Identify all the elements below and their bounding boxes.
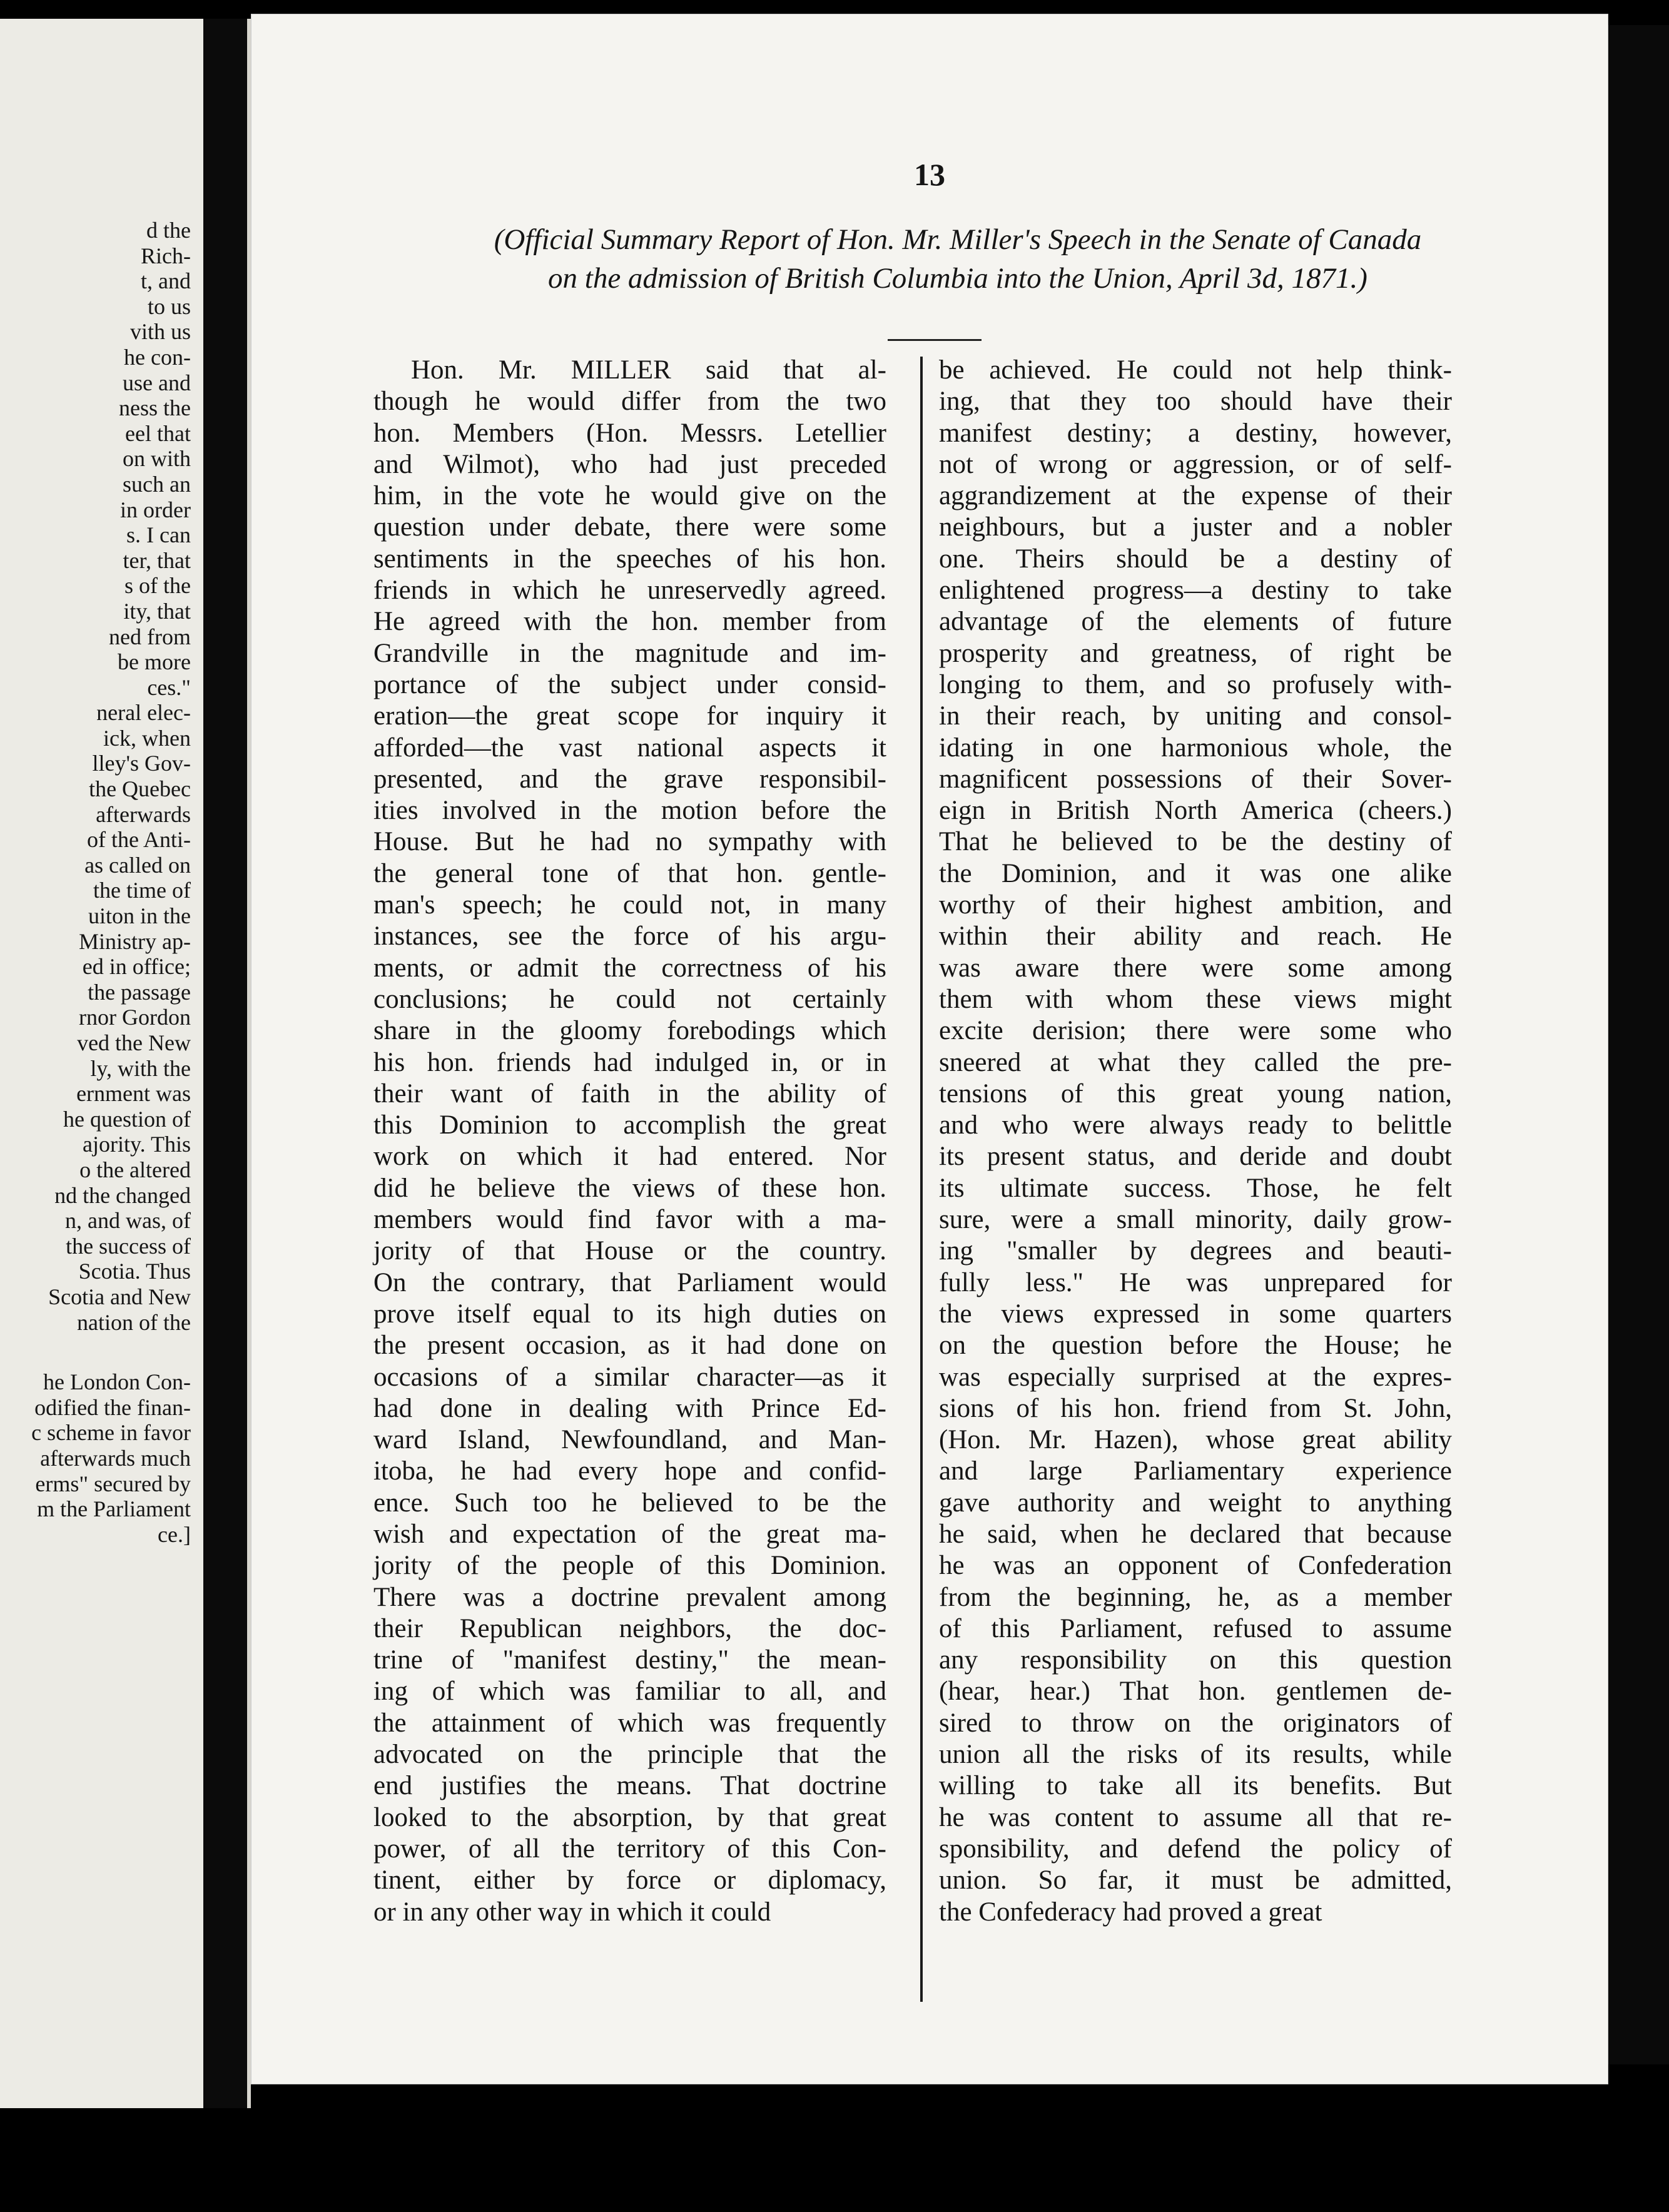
scan-border bbox=[1608, 25, 1669, 2064]
facing-text-line: to us bbox=[147, 293, 191, 319]
page-number: 13 bbox=[914, 157, 945, 192]
text-line: ments, or admit the correctness of his bbox=[373, 953, 886, 983]
text-line: instances, see the force of his argu- bbox=[373, 921, 886, 951]
text-line: in their reach, by uniting and consol- bbox=[939, 701, 1452, 731]
text-line: trine of "manifest destiny," the mean- bbox=[373, 1645, 886, 1675]
text-line: ities involved in the motion before the bbox=[373, 796, 886, 826]
facing-text-line: lley's Gov- bbox=[92, 751, 191, 776]
text-line: was aware there were some among bbox=[939, 953, 1452, 983]
facing-text-line: the Quebec bbox=[89, 776, 191, 802]
text-line: tinent, either by force or diplomacy, bbox=[373, 1865, 886, 1895]
report-heading bbox=[332, 220, 1583, 298]
text-line: work on which it had entered. Nor bbox=[373, 1142, 886, 1172]
facing-text-line: ved the New bbox=[77, 1030, 191, 1055]
text-line: them with whom these views might bbox=[939, 984, 1452, 1014]
text-line: within their ability and reach. He bbox=[939, 921, 1452, 951]
text-line: did he believe the views of these hon. bbox=[373, 1173, 886, 1203]
text-line: members would find favor with a ma- bbox=[373, 1205, 886, 1235]
text-line: and who were always ready to belittle bbox=[939, 1110, 1452, 1140]
text-line: looked to the absorption, by that great bbox=[373, 1802, 886, 1832]
facing-text-line: afterwards much bbox=[40, 1445, 191, 1471]
facing-text-line: vith us bbox=[129, 319, 191, 345]
facing-text-line: ces." bbox=[147, 674, 191, 700]
facing-text-line: t, and bbox=[141, 268, 191, 294]
facing-text-line: rnor Gordon bbox=[79, 1005, 191, 1030]
text-column-left bbox=[373, 355, 886, 1928]
text-line: jority of the people of this Dominion. bbox=[373, 1551, 886, 1581]
facing-text-line: o the altered bbox=[79, 1157, 191, 1182]
facing-text-line: n, and was, of bbox=[65, 1208, 191, 1234]
text-line: their want of faith in the ability of bbox=[373, 1078, 886, 1109]
text-line: hon. Members (Hon. Messrs. Letellier bbox=[373, 418, 886, 448]
text-line: neighbours, but a juster and a nobler bbox=[939, 512, 1452, 542]
text-line: sneered at what they called the pre- bbox=[939, 1047, 1452, 1077]
text-line: union. So far, it must be admitted, bbox=[939, 1865, 1452, 1895]
facing-text-line: the success of bbox=[66, 1233, 191, 1259]
text-line: sponsibility, and defend the policy of bbox=[939, 1834, 1452, 1864]
text-line: There was a doctrine prevalent among bbox=[373, 1582, 886, 1612]
facing-text-line: such an bbox=[123, 471, 191, 497]
text-line: be achieved. He could not help think- bbox=[939, 355, 1452, 385]
facing-text-line: Scotia and New bbox=[48, 1284, 191, 1309]
text-line: That he believed to be the destiny of bbox=[939, 827, 1452, 857]
text-line: end justifies the means. That doctrine bbox=[373, 1771, 886, 1801]
facing-text-line: odified the finan- bbox=[34, 1394, 191, 1420]
facing-text-line: m the Parliament bbox=[37, 1496, 191, 1522]
text-line: its ultimate success. Those, he felt bbox=[939, 1173, 1452, 1203]
facing-text-line: erms" secured by bbox=[35, 1471, 191, 1496]
text-line: from the beginning, he, as a member bbox=[939, 1582, 1452, 1612]
text-line: worthy of their highest ambition, and bbox=[939, 890, 1452, 920]
text-line: presented, and the grave responsibil- bbox=[373, 764, 886, 794]
text-line: He agreed with the hon. member from bbox=[373, 607, 886, 637]
text-line: man's speech; he could not, in many bbox=[373, 890, 886, 920]
facing-text-line: of the Anti- bbox=[87, 827, 191, 853]
text-line: (hear, hear.) That hon. gentlemen de- bbox=[939, 1677, 1452, 1707]
book-gutter bbox=[203, 19, 247, 2108]
text-line: eign in British North America (cheers.) bbox=[939, 796, 1452, 826]
facing-text-line: the passage bbox=[88, 979, 191, 1005]
text-line: occasions of a similar character—as it bbox=[373, 1362, 886, 1392]
facing-text-line: as called on bbox=[84, 852, 191, 878]
facing-text-line: he London Con- bbox=[43, 1369, 191, 1395]
facing-text-line: s. I can bbox=[126, 522, 191, 548]
text-line: Grandville in the magnitude and im- bbox=[373, 638, 886, 668]
text-line: House. But he had no sympathy with bbox=[373, 827, 886, 857]
text-line: its present status, and deride and doubt bbox=[939, 1142, 1452, 1172]
facing-page-text bbox=[3, 218, 191, 1547]
facing-page-fragment bbox=[0, 19, 216, 2108]
text-line: ing "smaller by degrees and beauti- bbox=[939, 1236, 1452, 1266]
text-line: his hon. friends had indulged in, or in bbox=[373, 1047, 886, 1077]
text-line: or in any other way in which it could bbox=[373, 1897, 771, 1927]
facing-text-line: use and bbox=[123, 370, 191, 395]
text-line: was especially surprised at the expres- bbox=[939, 1362, 1452, 1392]
text-line: not of wrong or aggression, or of self- bbox=[939, 449, 1452, 479]
text-line: share in the gloomy forebodings which bbox=[373, 1016, 886, 1046]
text-line: ence. Such too he believed to be the bbox=[373, 1488, 886, 1518]
facing-text-line: on with bbox=[122, 446, 191, 472]
text-line: he was an opponent of Confederation bbox=[939, 1551, 1452, 1581]
facing-text-line: Scotia. Thus bbox=[78, 1259, 191, 1284]
text-line: question under debate, there were some bbox=[373, 512, 886, 542]
text-line: Hon. Mr. MILLER said that al- bbox=[411, 355, 886, 385]
facing-text-line: Rich- bbox=[141, 243, 191, 268]
heading-rule bbox=[888, 339, 982, 341]
text-line: sentiments in the speeches of his hon. bbox=[373, 544, 886, 574]
text-line: itoba, he had every hope and confid- bbox=[373, 1456, 886, 1486]
facing-text-line: be more bbox=[118, 649, 191, 675]
text-line: conclusions; he could not certainly bbox=[373, 984, 886, 1014]
text-line: the views expressed in some quarters bbox=[939, 1299, 1452, 1329]
facing-text-line: he con- bbox=[124, 344, 191, 370]
column-divider bbox=[920, 357, 923, 2002]
text-line: the present occasion, as it had done on bbox=[373, 1331, 886, 1361]
facing-text-line: ce.] bbox=[158, 1521, 191, 1547]
text-line: jority of that House or the country. bbox=[373, 1236, 886, 1266]
facing-text-line: c scheme in favor bbox=[31, 1420, 191, 1446]
facing-text-line: nd the changed bbox=[54, 1182, 191, 1208]
facing-text-line: ned from bbox=[109, 624, 191, 649]
text-line: the Dominion, and it was one alike bbox=[939, 858, 1452, 888]
facing-text-line: nation of the bbox=[77, 1309, 191, 1335]
text-line: (Hon. Mr. Hazen), whose great ability bbox=[939, 1425, 1452, 1455]
text-line: ing of which was familiar to all, and bbox=[373, 1677, 886, 1707]
document-page bbox=[251, 14, 1608, 2084]
text-line: sired to throw on the originators of bbox=[939, 1708, 1452, 1738]
text-line: magnificent possessions of their Sover- bbox=[939, 764, 1452, 794]
text-line: one. Theirs should be a destiny of bbox=[939, 544, 1452, 574]
facing-text-line: Ministry ap- bbox=[79, 928, 191, 954]
text-line: idating in one harmonious whole, the bbox=[939, 733, 1452, 763]
text-line: ing, that they too should have their bbox=[939, 387, 1452, 417]
text-line: the general tone of that hon. gentle- bbox=[373, 858, 886, 888]
text-line: gave authority and weight to anything bbox=[939, 1488, 1452, 1518]
text-line: ward Island, Newfoundland, and Man- bbox=[373, 1425, 886, 1455]
heading-line-1: (Official Summary Report of Hon. Mr. Miller's Speech in the Senate of Canada bbox=[494, 223, 1422, 256]
text-line: and large Parliamentary experience bbox=[939, 1456, 1452, 1486]
text-line: eration—the great scope for inquiry it bbox=[373, 701, 886, 731]
text-line: portance of the subject under consid- bbox=[373, 669, 886, 699]
text-line: sions of his hon. friend from St. John, bbox=[939, 1393, 1452, 1423]
text-line: longing to them, and so profusely with- bbox=[939, 669, 1452, 699]
text-line: aggrandizement at the expense of their bbox=[939, 481, 1452, 511]
text-line: union all the risks of its results, while bbox=[939, 1740, 1452, 1770]
text-line: friends in which he unreservedly agreed. bbox=[373, 576, 886, 606]
heading-line-2: on the admission of British Columbia into the Union, April 3d, 1871.) bbox=[548, 262, 1367, 295]
text-line: willing to take all its benefits. But bbox=[939, 1771, 1452, 1801]
text-line: him, in the vote he would give on the bbox=[373, 481, 886, 511]
facing-text-line: ed in office; bbox=[82, 954, 191, 980]
text-line: had done in dealing with Prince Ed- bbox=[373, 1393, 886, 1423]
facing-text-line: in order bbox=[120, 497, 191, 522]
text-column-right bbox=[939, 355, 1452, 1928]
facing-text-line: ick, when bbox=[103, 725, 191, 751]
text-line: sure, were a small minority, daily grow- bbox=[939, 1205, 1452, 1235]
text-line: advantage of the elements of future bbox=[939, 607, 1452, 637]
facing-text-line: uiton in the bbox=[88, 903, 191, 929]
text-line: afforded—the vast national aspects it bbox=[373, 733, 886, 763]
text-line: this Dominion to accomplish the great bbox=[373, 1110, 886, 1140]
facing-text-line: neral elec- bbox=[96, 700, 191, 726]
paragraph-gap bbox=[3, 1335, 191, 1369]
facing-text-line: d the bbox=[146, 218, 191, 243]
text-line: he was content to assume all that re- bbox=[939, 1802, 1452, 1832]
facing-text-line: ajority. This bbox=[83, 1132, 191, 1157]
facing-text-line: ity, that bbox=[123, 598, 191, 624]
text-line: manifest destiny; a destiny, however, bbox=[939, 418, 1452, 448]
text-line: power, of all the territory of this Con- bbox=[373, 1834, 886, 1864]
text-line: their Republican neighbors, the doc- bbox=[373, 1613, 886, 1643]
facing-text-line: the time of bbox=[93, 878, 191, 903]
text-line: tensions of this great young nation, bbox=[939, 1078, 1452, 1109]
text-line: excite derision; there were some who bbox=[939, 1016, 1452, 1046]
facing-text-line: afterwards bbox=[96, 801, 191, 827]
text-line: any responsibility on this question bbox=[939, 1645, 1452, 1675]
text-line: of this Parliament, refused to assume bbox=[939, 1613, 1452, 1643]
text-line: on the question before the House; he bbox=[939, 1331, 1452, 1361]
facing-text-line: eel that bbox=[125, 420, 191, 446]
facing-text-line: ness the bbox=[119, 395, 191, 421]
text-line: prove itself equal to its high duties on bbox=[373, 1299, 886, 1329]
text-line: he said, when he declared that because bbox=[939, 1519, 1452, 1549]
text-line: On the contrary, that Parliament would bbox=[373, 1267, 886, 1297]
text-line: wish and expectation of the great ma- bbox=[373, 1519, 886, 1549]
text-line: prosperity and greatness, of right be bbox=[939, 638, 1452, 668]
text-line: advocated on the principle that the bbox=[373, 1740, 886, 1770]
text-line: fully less." He was unprepared for bbox=[939, 1267, 1452, 1297]
facing-text-line: he question of bbox=[63, 1106, 191, 1132]
facing-text-line: ernment was bbox=[76, 1081, 191, 1107]
facing-text-line: ter, that bbox=[123, 547, 191, 573]
text-line: the attainment of which was frequently bbox=[373, 1708, 886, 1738]
text-line: and Wilmot), who had just preceded bbox=[373, 449, 886, 479]
text-line: enlightened progress—a destiny to take bbox=[939, 576, 1452, 606]
facing-text-line: ly, with the bbox=[90, 1055, 191, 1081]
text-line: the Confederacy had proved a great bbox=[939, 1897, 1322, 1927]
facing-text-line: s of the bbox=[124, 573, 191, 599]
text-line: though he would differ from the two bbox=[373, 387, 886, 417]
